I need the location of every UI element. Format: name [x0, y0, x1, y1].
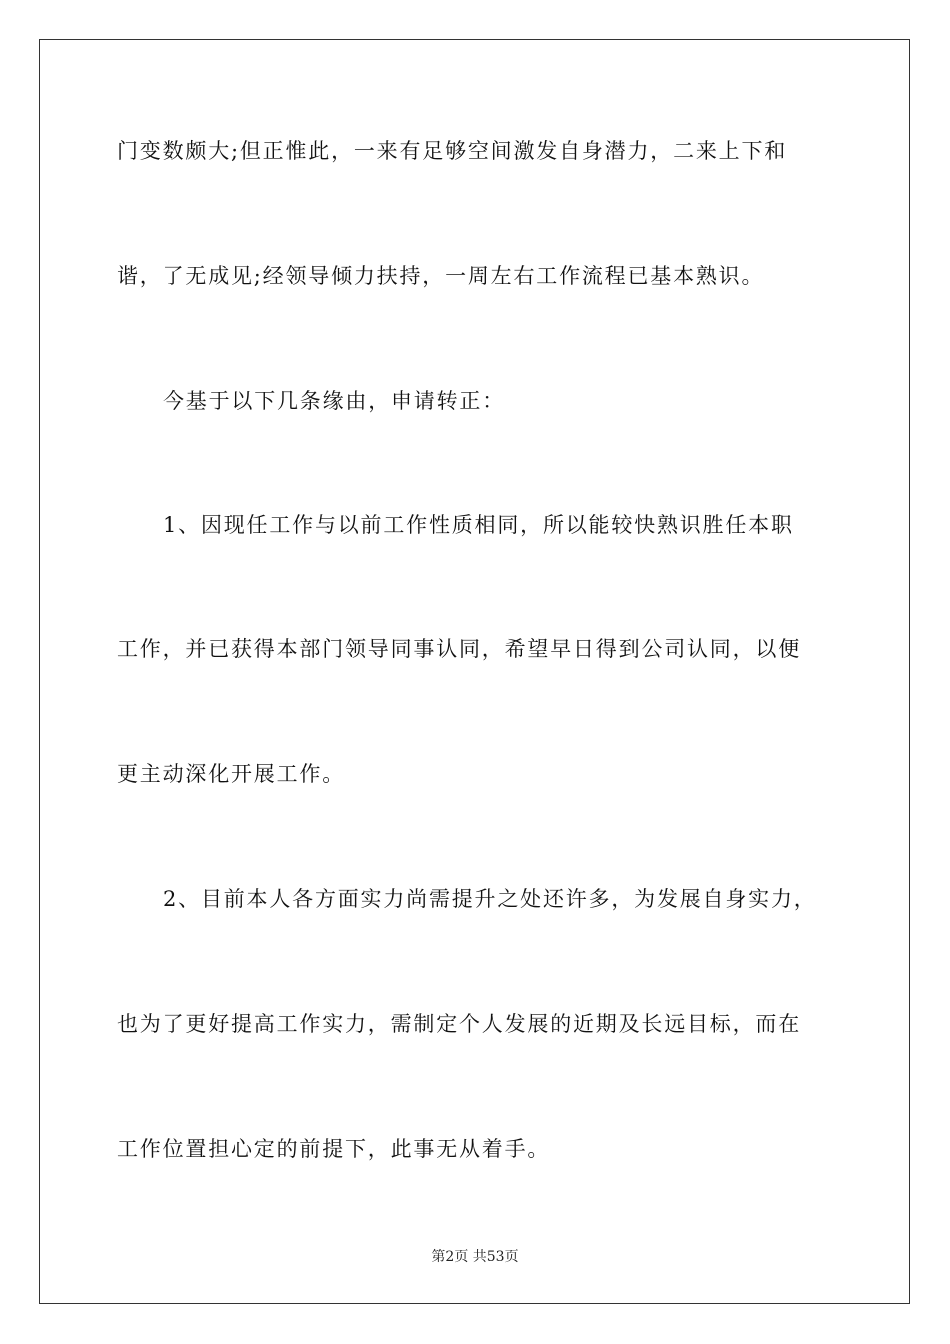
body-text-line: 工作位置担心定的前提下，此事无从着手。	[117, 1137, 551, 1161]
page-footer: 第2页 共53页	[431, 1249, 519, 1265]
page-frame	[39, 39, 910, 1304]
body-text-line: 1、因现任工作与以前工作性质相同，所以能较快熟识胜任本职	[163, 513, 794, 537]
body-text-line: 工作，并已获得本部门领导同事认同，希望早日得到公司认同，以便	[117, 637, 801, 661]
body-text-line: 2、目前本人各方面实力尚需提升之处还许多，为发展自身实力，	[163, 887, 817, 911]
body-text-line: 更主动深化开展工作。	[117, 762, 345, 786]
body-text-line: 也为了更好提高工作实力，需制定个人发展的近期及长远目标，而在	[117, 1012, 801, 1036]
body-text-line: 门变数颇大;但正惟此，一来有足够空间激发自身潜力，二来上下和	[117, 139, 788, 163]
body-text-line: 今基于以下几条缘由，申请转正：	[163, 389, 505, 413]
body-text-line: 谐，了无成见;经领导倾力扶持，一周左右工作流程已基本熟识。	[117, 264, 765, 288]
